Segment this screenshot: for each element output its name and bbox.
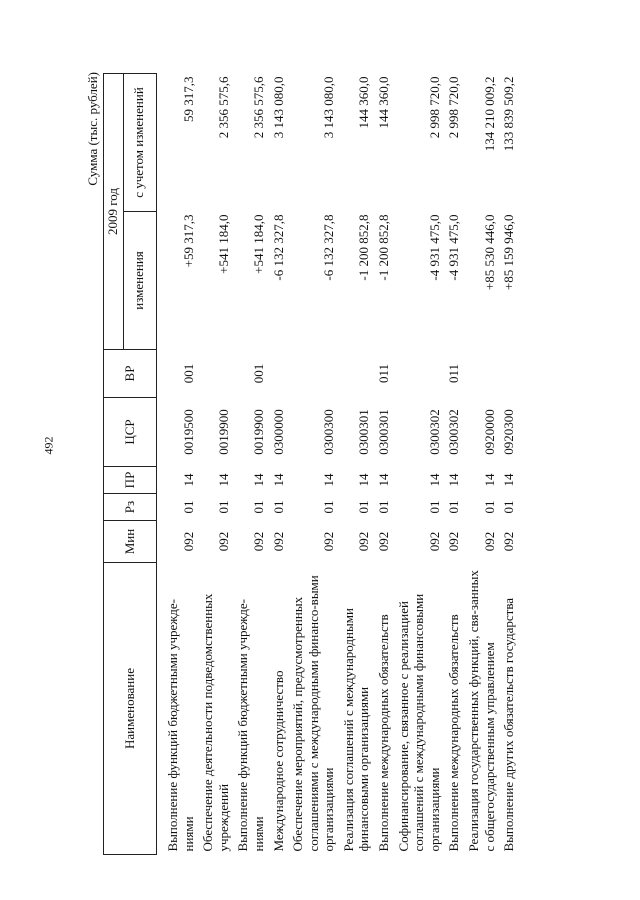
cell-changes: -1 200 852,8: [376, 214, 392, 281]
header-name: Наименование: [104, 563, 157, 855]
cell-vr: [464, 350, 499, 398]
cell-total: 144 360,0: [356, 76, 372, 129]
table-row: [269, 74, 289, 855]
cell-rz: 01: [376, 500, 392, 514]
cell-csr: 0300301: [376, 409, 392, 455]
cell-csr: 0300300: [321, 409, 337, 455]
cell-vr: [499, 350, 519, 398]
cell-pr: 14: [321, 473, 337, 487]
cell-vr: 001: [250, 363, 266, 384]
cell-changes: +85 159 946,0: [501, 214, 517, 291]
cell-pr: 14: [446, 473, 462, 487]
cell-pr: 14: [250, 473, 266, 487]
cell-vr: [269, 350, 289, 398]
cell-rz: 01: [356, 500, 372, 514]
cell-rz: 01: [481, 500, 497, 514]
cell-total: 2 356 575,6: [250, 76, 266, 139]
cell-pr: 14: [376, 473, 392, 487]
cell-rz: 01: [321, 500, 337, 514]
cell-total: 3 143 080,0: [321, 76, 337, 139]
cell-name: Реализация государственных функций, свя-занных с общегосударственным управлением: [466, 570, 497, 852]
cell-total: 59 317,3: [180, 76, 196, 122]
cell-changes: +541 184,0: [215, 214, 231, 274]
table-row: [444, 74, 464, 855]
cell-name: Обеспечение мероприятий, предусмотренных соглашениями с международными финансо-выми организациями: [290, 575, 337, 852]
cell-vr: 011: [446, 363, 462, 384]
cell-min: 092: [376, 531, 392, 552]
cell-name: Выполнение других обязательств государства: [501, 597, 517, 852]
cell-rz: 01: [426, 500, 442, 514]
cell-csr: 0300302: [446, 409, 462, 455]
cell-min: 092: [270, 531, 286, 552]
header-vr: ВР: [104, 350, 157, 398]
cell-min: 092: [446, 531, 462, 552]
cell-changes: -1 200 852,8: [356, 214, 372, 281]
cell-rz: 01: [180, 500, 196, 514]
cell-vr: [339, 350, 374, 398]
cell-total: 2 998 720,0: [446, 76, 462, 139]
cell-rz: 01: [270, 500, 286, 514]
table-row: [394, 74, 445, 855]
header-pr: ПР: [104, 467, 157, 494]
page-number: 492: [41, 436, 56, 455]
cell-total: 134 210 009,2: [481, 76, 497, 152]
cell-pr: 14: [215, 473, 231, 487]
header-rz: Рз: [104, 494, 157, 521]
cell-rz: 01: [501, 500, 517, 514]
table-row: [499, 74, 519, 855]
cell-changes: +541 184,0: [250, 214, 266, 274]
cell-vr: [288, 350, 339, 398]
cell-changes: -6 132 327,8: [270, 214, 286, 281]
cell-pr: 14: [481, 473, 497, 487]
cell-min: 092: [250, 531, 266, 552]
table-body: [156, 74, 518, 855]
cell-total: 144 360,0: [376, 76, 392, 129]
cell-pr: 14: [356, 473, 372, 487]
cell-pr: 14: [270, 473, 286, 487]
cell-rz: 01: [215, 500, 231, 514]
cell-vr: 011: [376, 363, 392, 384]
cell-csr: 0019900: [250, 409, 266, 455]
cell-csr: 0300302: [426, 409, 442, 455]
cell-csr: 0300000: [270, 409, 286, 455]
rotated-page-content: [85, 70, 555, 855]
cell-min: 092: [321, 531, 337, 552]
cell-pr: 14: [426, 473, 442, 487]
cell-total: 2 998 720,0: [426, 76, 442, 139]
cell-name: Международное сотрудничество: [270, 670, 286, 852]
cell-total: 133 839 509,2: [501, 76, 517, 152]
unit-note: Сумма (тыс. рублей): [85, 72, 100, 186]
cell-pr: 14: [180, 473, 196, 487]
cell-rz: 01: [446, 500, 462, 514]
cell-min: 092: [501, 531, 517, 552]
cell-min: 092: [356, 531, 372, 552]
cell-name: Выполнение функций бюджетными учрежде-ниями: [164, 598, 196, 852]
cell-changes: +85 530 446,0: [481, 214, 497, 291]
table-row: [464, 74, 499, 855]
cell-changes: -4 931 475,0: [446, 214, 462, 281]
table-row: [288, 74, 339, 855]
budget-table: [103, 73, 519, 855]
table-row: [163, 74, 198, 855]
cell-name: Реализация соглашений с международными финансовыми организациями: [340, 608, 372, 852]
cell-csr: 0300301: [356, 409, 372, 455]
header-changes: изменения: [123, 212, 156, 350]
cell-name: Обеспечение деятельности подведомственных учреждений: [200, 593, 231, 852]
table-header: [104, 74, 157, 855]
cell-name: Выполнение международных обязательств: [446, 614, 462, 852]
cell-min: 092: [481, 531, 497, 552]
table-row: [233, 74, 268, 855]
cell-total: 2 356 575,6: [215, 76, 231, 139]
cell-name: Софинансирование, связанное с реализацией соглашений с международными финансовыми организациями: [395, 593, 442, 852]
cell-csr: 0019500: [180, 409, 196, 455]
cell-min: 092: [426, 531, 442, 552]
cell-changes: -4 931 475,0: [426, 214, 442, 281]
cell-vr: [394, 350, 445, 398]
cell-csr: 0920000: [481, 409, 497, 455]
cell-min: 092: [180, 531, 196, 552]
header-with-changes: с учетом изменений: [123, 74, 156, 212]
cell-min: 092: [215, 531, 231, 552]
cell-csr: 0019900: [215, 409, 231, 455]
cell-changes: +59 317,3: [180, 214, 196, 268]
table-row: [198, 74, 233, 855]
cell-name: Выполнение международных обязательств: [376, 614, 392, 852]
cell-rz: 01: [250, 500, 266, 514]
cell-vr: [198, 350, 233, 398]
header-year: 2009 год: [104, 74, 124, 350]
cell-name: Выполнение функций бюджетными учрежде-ниями: [235, 598, 266, 852]
cell-changes: -6 132 327,8: [321, 214, 337, 281]
table-row: [339, 74, 374, 855]
table-row: [374, 74, 394, 855]
cell-pr: 14: [501, 473, 517, 487]
header-min: Мин: [104, 521, 157, 563]
cell-total: 3 143 080,0: [270, 76, 286, 139]
cell-csr: 0920300: [501, 409, 517, 455]
cell-vr: 001: [180, 363, 196, 384]
header-csr: ЦСР: [104, 398, 157, 467]
